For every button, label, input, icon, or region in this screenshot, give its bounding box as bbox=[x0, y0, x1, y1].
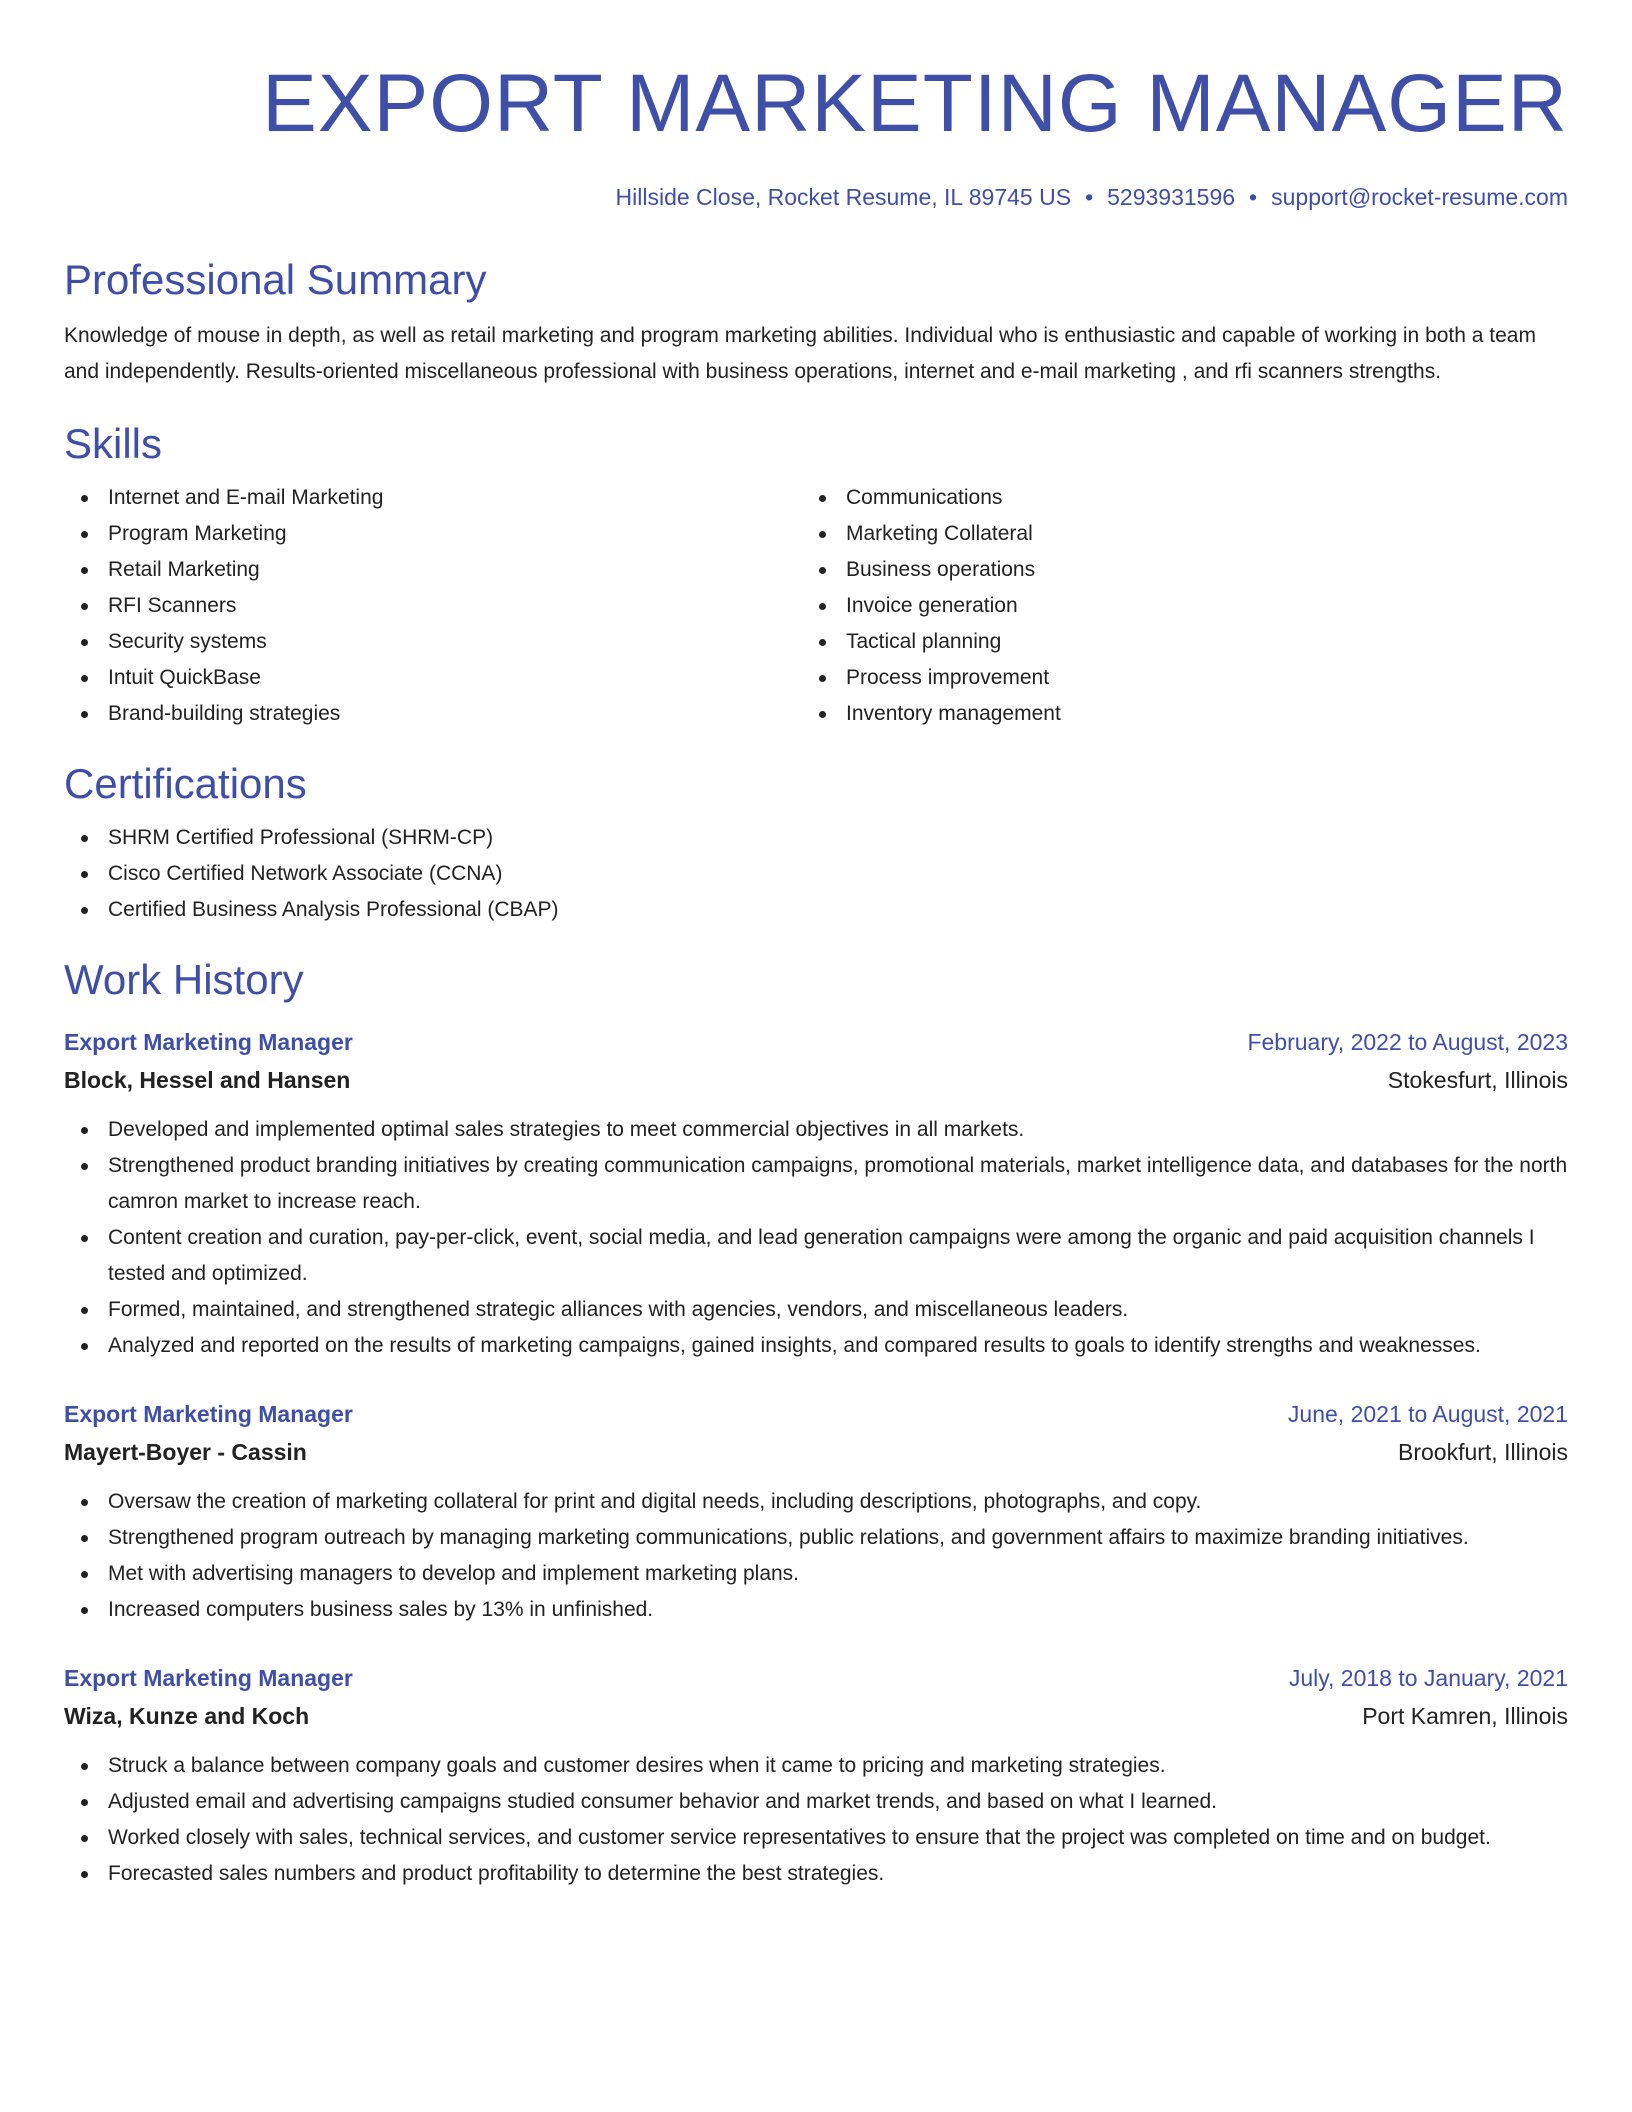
skill-item: Inventory management bbox=[802, 696, 1540, 732]
job-title-row bbox=[64, 1024, 1568, 1060]
certification-item: SHRM Certified Professional (SHRM-CP) bbox=[64, 820, 1568, 856]
skill-item: RFI Scanners bbox=[64, 588, 802, 624]
job-title: Export Marketing Manager bbox=[64, 1401, 353, 1427]
contact-phone: 5293931596 bbox=[1107, 184, 1236, 210]
job-bullet: Oversaw the creation of marketing collateral for print and digital needs, including descriptions, photographs, and copy. bbox=[64, 1484, 1568, 1520]
skill-item: Business operations bbox=[802, 552, 1540, 588]
job-bullet: Strengthened program outreach by managing marketing communications, public relations, and government affairs to maximize branding initiatives. bbox=[64, 1520, 1568, 1556]
job-bullet: Forecasted sales numbers and product profitability to determine the best strategies. bbox=[64, 1856, 1568, 1892]
skill-item: Brand-building strategies bbox=[64, 696, 802, 732]
skills-list-right bbox=[802, 480, 1540, 732]
job-entry bbox=[64, 1396, 1568, 1628]
skill-item: Communications bbox=[802, 480, 1540, 516]
certifications-heading: Certifications bbox=[64, 760, 307, 807]
skills-heading: Skills bbox=[64, 420, 163, 467]
job-bullets bbox=[64, 1484, 1568, 1628]
job-entry bbox=[64, 1024, 1568, 1364]
job-location: Brookfurt, Illinois bbox=[1397, 1439, 1568, 1465]
job-company-row bbox=[64, 1432, 1568, 1472]
contact-separator: • bbox=[1085, 184, 1094, 210]
skills-list-left bbox=[64, 480, 802, 732]
skills-column-right bbox=[802, 480, 1540, 732]
job-title: Export Marketing Manager bbox=[64, 1665, 353, 1691]
job-dates: July, 2018 to January, 2021 bbox=[1288, 1665, 1568, 1691]
summary-text: Knowledge of mouse in depth, as well as retail marketing and program marketing abilities. Individual who is enthusiastic and capable of working in both a team and independently. Results-oriented miscellaneous professional with business operations, internet and e-mail marketing , and rfi scanners strengths. bbox=[64, 324, 1536, 383]
job-bullet: Struck a balance between company goals and customer desires when it came to pricing and marketing strategies. bbox=[64, 1748, 1568, 1784]
skill-item: Retail Marketing bbox=[64, 552, 802, 588]
job-company: Mayert-Boyer - Cassin bbox=[64, 1439, 307, 1465]
job-location: Port Kamren, Illinois bbox=[1362, 1703, 1568, 1729]
job-bullet: Analyzed and reported on the results of marketing campaigns, gained insights, and compared results to goals to identify strengths and weaknesses. bbox=[64, 1328, 1568, 1364]
job-bullet: Developed and implemented optimal sales strategies to meet commercial objectives in all markets. bbox=[64, 1112, 1568, 1148]
certification-item: Certified Business Analysis Professional (CBAP) bbox=[64, 892, 1568, 928]
job-company-row bbox=[64, 1060, 1568, 1100]
skill-item: Process improvement bbox=[802, 660, 1540, 696]
contact-email[interactable]: support@rocket-resume.com bbox=[1271, 184, 1568, 210]
contact-line bbox=[64, 182, 1568, 212]
job-bullet: Formed, maintained, and strengthened strategic alliances with agencies, vendors, and miscellaneous leaders. bbox=[64, 1292, 1568, 1328]
job-title: Export Marketing Manager bbox=[64, 1029, 353, 1055]
skill-item: Program Marketing bbox=[64, 516, 802, 552]
job-title-row bbox=[64, 1396, 1568, 1432]
job-bullets bbox=[64, 1112, 1568, 1364]
contact-address: Hillside Close, Rocket Resume, IL 89745 US bbox=[615, 184, 1072, 210]
job-bullet: Content creation and curation, pay-per-click, event, social media, and lead generation campaigns were among the organic and paid acquisition channels I tested and optimized. bbox=[64, 1220, 1568, 1292]
job-company: Wiza, Kunze and Koch bbox=[64, 1703, 310, 1729]
skill-item: Security systems bbox=[64, 624, 802, 660]
job-dates: February, 2022 to August, 2023 bbox=[1247, 1029, 1568, 1055]
job-bullet: Met with advertising managers to develop and implement marketing plans. bbox=[64, 1556, 1568, 1592]
skill-item: Tactical planning bbox=[802, 624, 1540, 660]
job-bullet: Worked closely with sales, technical services, and customer service representatives to ensure that the project was completed on time and on budget. bbox=[64, 1820, 1568, 1856]
skill-item: Invoice generation bbox=[802, 588, 1540, 624]
skill-item: Internet and E-mail Marketing bbox=[64, 480, 802, 516]
skills-columns bbox=[64, 480, 1568, 732]
resume-header bbox=[64, 56, 1568, 212]
job-location: Stokesfurt, Illinois bbox=[1387, 1067, 1568, 1093]
job-title-row bbox=[64, 1660, 1568, 1696]
certifications-list bbox=[64, 820, 1568, 928]
resume-name: EXPORT MARKETING MANAGER bbox=[262, 58, 1568, 149]
job-bullets bbox=[64, 1748, 1568, 1892]
contact-separator: • bbox=[1249, 184, 1258, 210]
job-dates: June, 2021 to August, 2021 bbox=[1287, 1401, 1568, 1427]
work-history-heading: Work History bbox=[64, 956, 304, 1003]
skills-column-left bbox=[64, 480, 802, 732]
job-bullet: Increased computers business sales by 13% in unfinished. bbox=[64, 1592, 1568, 1628]
job-company-row bbox=[64, 1696, 1568, 1736]
job-bullet: Adjusted email and advertising campaigns studied consumer behavior and market trends, and based on what I learned. bbox=[64, 1784, 1568, 1820]
job-entry bbox=[64, 1660, 1568, 1892]
job-company: Block, Hessel and Hansen bbox=[64, 1067, 351, 1093]
skill-item: Marketing Collateral bbox=[802, 516, 1540, 552]
skill-item: Intuit QuickBase bbox=[64, 660, 802, 696]
certification-item: Cisco Certified Network Associate (CCNA) bbox=[64, 856, 1568, 892]
job-bullet: Strengthened product branding initiatives by creating communication campaigns, promotional materials, market intelligence data, and databases for the north camron market to increase reach. bbox=[64, 1148, 1568, 1220]
summary-heading: Professional Summary bbox=[64, 256, 487, 303]
